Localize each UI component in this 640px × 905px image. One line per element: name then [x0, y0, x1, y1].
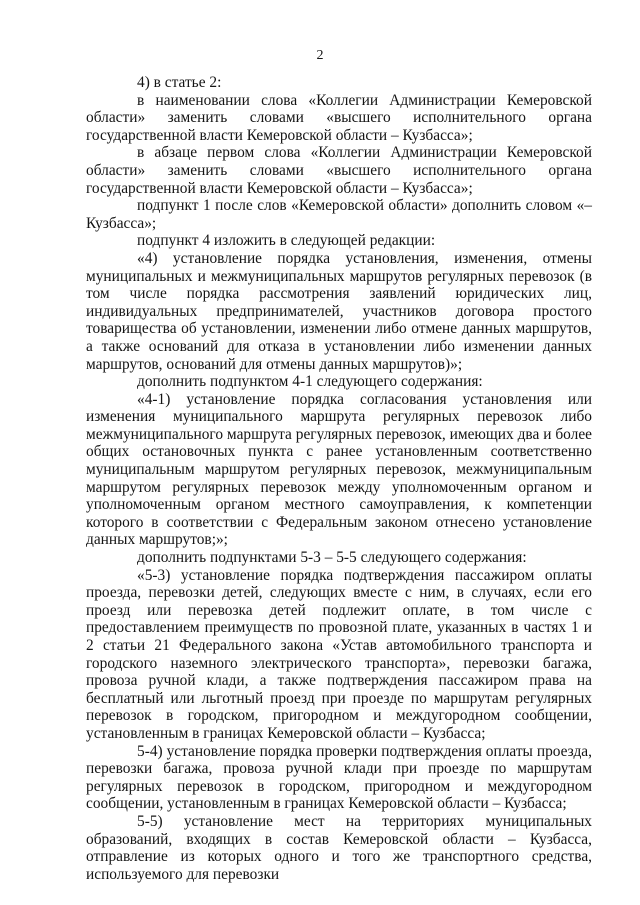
paragraph-subpoint-4-intro: подпункт 4 изложить в следующей редакции: [137, 232, 436, 250]
paragraph-article-2: 4) в статье 2: [137, 74, 222, 91]
paragraph-first-abzac-change: в абзаце первом слова «Коллегии Администрации Кемеровской области» заменить словами «высшего исполнительного органа государственной власти Кемеровской области – Кузбасса»; [86, 144, 592, 197]
paragraph-subpoint-4-1-text: «4-1) установление порядка согласования установления или изменения муниципального маршрута регулярных перевозок либо межмуниципального маршрута регулярных перевозок, имеющих два и более общих остановочных пункта с ранее установленным соответственно муниципальным маршрутом регулярных перевозок, межмуниципальным маршрутом регулярных перевозок между уполномоченным органом и уполномоченным органом местного самоуправления, к компетенции которого в соответствии с Федеральным законом отнесено установление данных маршрутов;»; [86, 390, 592, 549]
paragraph-subpoint-4-text: «4) установление порядка установления, изменения, отмены муниципальных и межмуниципальных маршрутов регулярных перевозок (в том числе порядка рассмотрения заявлений юридических лиц, индивидуальных предпринимателей, участников договора простого товарищества об установлении, изменении либо отмене данных маршрутов, а также оснований для отказа в установлении либо изменении данных маршрутов, оснований для отмены данных маршрутов)»; [86, 249, 592, 373]
paragraph-subpoint-5-4: 5-4) установление порядка проверки подтверждения оплаты проезда, перевозки багажа, провоза ручной клади при проезде по маршрутам регулярных перевозок в городском, пригородном и междугородном сообщении, установленным в границах Кемеровской области – Кузбасса; [86, 742, 592, 813]
paragraph-subpoint-4-1-intro: дополнить подпунктом 4-1 следующего содержания: [137, 373, 483, 391]
paragraph-subpoint-1: подпункт 1 после слов «Кемеровской области» дополнить словом «– Кузбасса»; [86, 197, 592, 232]
page-number: 2 [316, 48, 324, 63]
paragraph-subpoints-5-intro: дополнить подпунктами 5-3 – 5-5 следующего содержания: [137, 549, 527, 567]
paragraph-subpoint-5-5: 5-5) установление мест на территориях муниципальных образований, входящих в состав Кемеровской области – Кузбасса, отправление из которых одного и того же транспортного средства, используемого для перевозки [86, 812, 592, 883]
paragraph-subpoint-5-3: «5-3) установление порядка подтверждения пассажиром оплаты проезда, перевозки детей, следующих вместе с ним, в случаях, если его проезд или перевозка детей подлежит оплате, в том числе с предоставлением преимуществ по провозной плате, указанных в частях 1 и 2 статьи 21 Федерального закона «Устав автомобильного транспорта и городского наземного электрического транспорта», перевозки багажа, провоза ручной клади, а также подтверждения пассажиром права на бесплатный или льготный проезд при проезде по маршрутам регулярных перевозок в городском, пригородном и междугородном сообщении, установленным в границах Кемеровской области – Кузбасса; [86, 566, 592, 742]
document-body [86, 74, 592, 883]
paragraph-title-change: в наименовании слова «Коллегии Администрации Кемеровской области» заменить словами «высшего исполнительного органа государственной власти Кемеровской области – Кузбасса»; [86, 91, 592, 144]
